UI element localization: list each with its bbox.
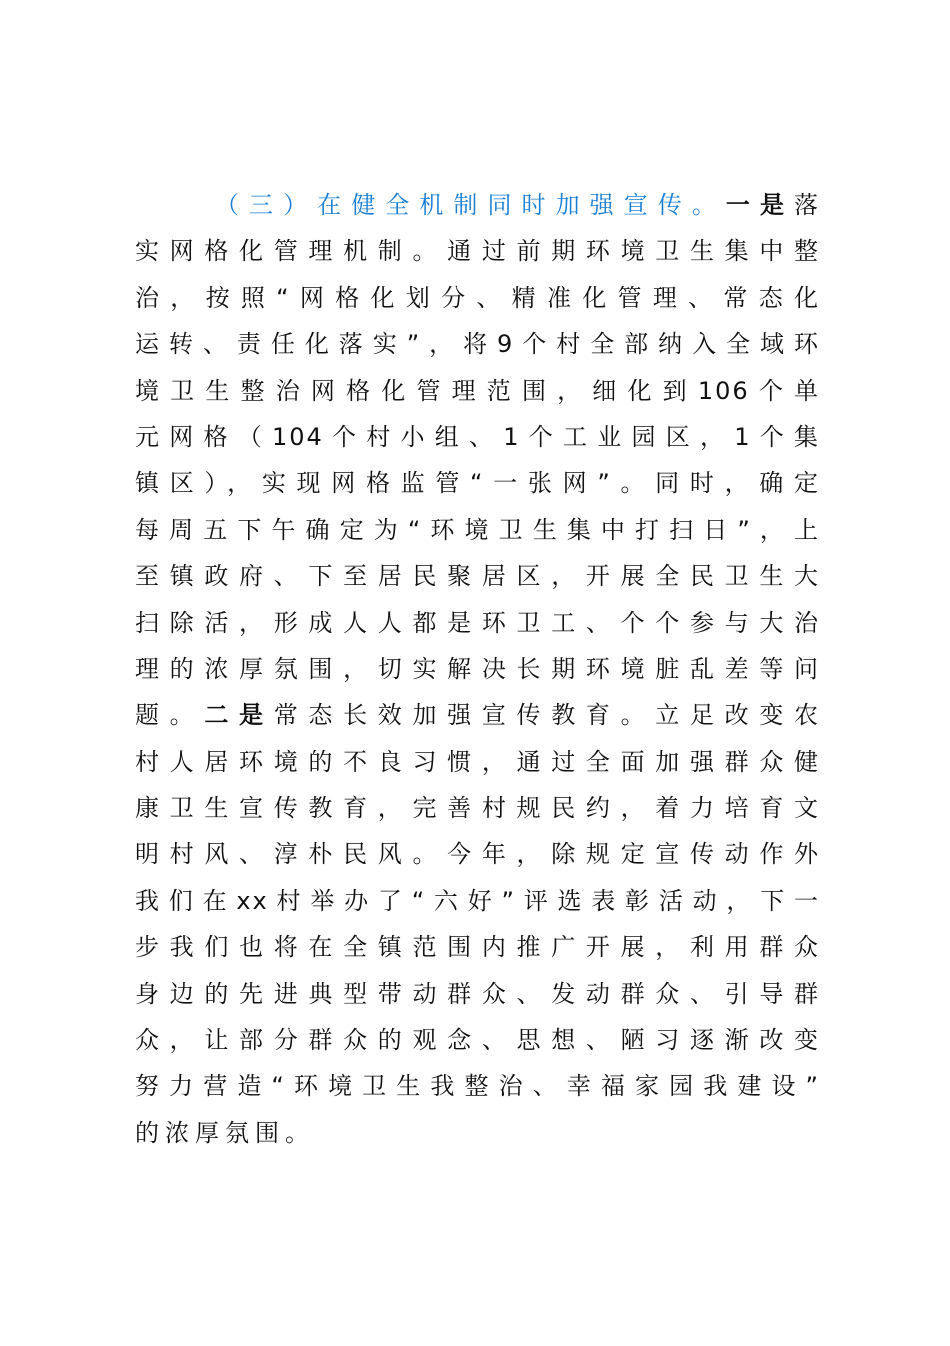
text-line: [135, 553, 820, 599]
text-line: [135, 924, 820, 970]
text-run: 众，让部分群众的观念、思想、陋习逐渐改变: [135, 1026, 820, 1055]
bold-lead-first: 一是: [725, 191, 795, 219]
text-line: [135, 692, 820, 738]
text-line: [135, 321, 820, 367]
text-run: 实网格化管理机制。通过前期环境卫生集中整: [135, 237, 820, 266]
text-line: [135, 275, 820, 321]
text-run: 境卫生整治网格化管理范围，细化到106个单: [135, 376, 820, 405]
text-line: [135, 1110, 820, 1156]
text-line: [135, 878, 820, 924]
text-run: 落: [794, 191, 821, 219]
text-run: 康卫生宣传教育，完善村规民约，着力培育文: [135, 794, 820, 823]
text-line: [135, 785, 820, 831]
text-line: [135, 1017, 820, 1063]
text-run: 每周五下午确定为“环境卫生集中打扫日”，上: [135, 515, 820, 544]
text-line: [135, 182, 820, 228]
text-line: [135, 739, 820, 785]
bold-lead-second: 二是: [204, 701, 274, 730]
text-run: 明村风、淳朴民风。今年，除规定宣传动作外: [135, 840, 820, 869]
text-run: 努力营造“环境卫生我整治、幸福家园我建设”: [135, 1072, 820, 1101]
text-run: 常态长效加强宣传教育。立足改变农: [273, 701, 821, 730]
text-line: [135, 414, 820, 460]
text-run: 村人居环境的不良习惯，通过全面加强群众健: [135, 747, 820, 776]
text-line: [135, 831, 820, 877]
text-run: 至镇政府、下至居民聚居区，开展全民卫生大: [135, 562, 820, 591]
text-line: [135, 1063, 820, 1109]
text-line: [135, 971, 820, 1017]
text-run: 步我们也将在全镇范围内推广开展，利用群众: [135, 933, 820, 962]
text-line: [135, 460, 820, 506]
text-line: [135, 368, 820, 414]
section-heading: （三）在健全机制同时加强宣传。: [215, 191, 726, 219]
text-run: 身边的先进典型带动群众、发动群众、引导群: [135, 979, 820, 1008]
text-run: 元网格（104个村小组、1个工业园区，1个集: [135, 422, 820, 451]
text-run: 题。: [135, 701, 205, 730]
text-run: 理的浓厚氛围，切实解决长期环境脏乱差等问: [135, 654, 820, 683]
text-run: 的浓厚氛围。: [135, 1118, 315, 1147]
text-run: 运转、责任化落实”，将9个村全部纳入全域环: [135, 330, 820, 359]
text-run: 扫除活，形成人人都是环卫工、个个参与大治: [135, 608, 820, 637]
body-paragraph: [135, 182, 820, 1156]
text-line: [135, 507, 820, 553]
text-run: 我们在xx村举办了“六好”评选表彰活动，下一: [135, 886, 820, 915]
text-line: [135, 600, 820, 646]
text-line: [135, 646, 820, 692]
text-run: 镇区），实现网格监管“一张网”。同时，确定: [135, 469, 820, 498]
text-line: [135, 228, 820, 274]
text-run: 治，按照“网格化划分、精准化管理、常态化: [135, 283, 820, 312]
